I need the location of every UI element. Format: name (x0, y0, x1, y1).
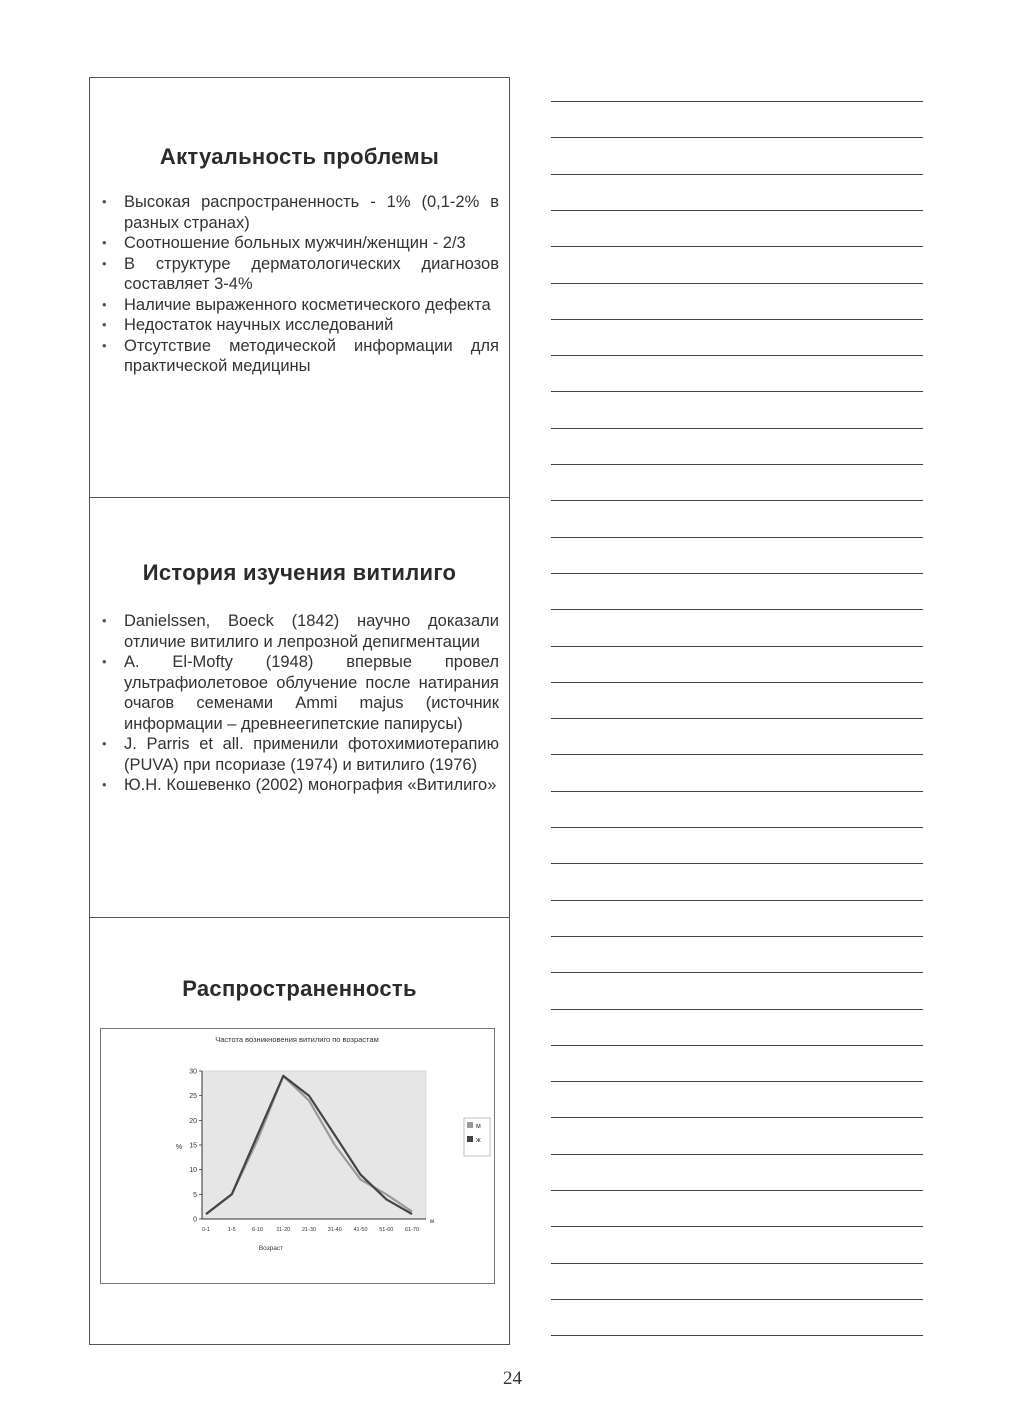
bullet-item: • Высокая распространенность - 1% (0,1-2% в разных странах) (102, 193, 499, 232)
legend-label: м (476, 1123, 481, 1130)
note-line (551, 1081, 923, 1082)
notes-area (551, 0, 925, 1428)
bullet-item: • Ю.Н. Кошевенко (2002) монография «Витилиго» (102, 776, 497, 794)
y-tick-label: 10 (189, 1167, 197, 1175)
bullet-list (102, 611, 499, 796)
bullet-icon: • (102, 654, 107, 669)
bullet-icon: • (102, 613, 107, 628)
bullet-item: • J. Parris et all. применили фотохимиотерапию (PUVA) при псориазе (1974) и витилиго (1976) (102, 735, 499, 774)
note-line (551, 609, 923, 610)
bullet-item: • Недостаток научных исследований (102, 316, 394, 334)
y-tick-label: 5 (193, 1191, 197, 1199)
note-line (551, 537, 923, 538)
note-line (551, 428, 923, 429)
note-line (551, 646, 923, 647)
note-line (551, 500, 923, 501)
x-tick-label: 41-50 (353, 1227, 368, 1233)
x-tick-label: 21-30 (301, 1227, 317, 1233)
prevalence-chart (100, 1028, 495, 1284)
y-tick-label: 30 (189, 1068, 197, 1076)
note-line (551, 1154, 923, 1155)
x-tick-label: 31-40 (327, 1227, 342, 1233)
bullet-icon: • (102, 235, 107, 250)
bullet-item: • В структуре дерматологических диагнозов составляет 3-4% (102, 254, 499, 293)
chart-title: Частота возникновения витилиго по возрастам (215, 1035, 379, 1044)
note-line (551, 573, 923, 574)
note-line (551, 682, 923, 683)
note-line (551, 1226, 923, 1227)
slide-relevance (90, 78, 509, 498)
bullet-icon: • (102, 736, 107, 751)
y-tick-label: 20 (189, 1117, 197, 1125)
legend-swatch (467, 1122, 473, 1128)
slides-column (89, 77, 510, 1345)
legend-label: ж (476, 1137, 481, 1144)
note-line (551, 791, 923, 792)
page-number: 24 (503, 1368, 522, 1389)
y-tick-label: 25 (189, 1093, 197, 1101)
note-line (551, 174, 923, 175)
bullet-icon: • (102, 296, 107, 312)
x-tick-label: 61-70 (404, 1227, 420, 1233)
bullet-item: • Соотношение больных мужчин/женщин - 2/3 (102, 234, 466, 252)
x-axis-label: Возраст (258, 1245, 284, 1252)
note-line (551, 863, 923, 864)
note-line (551, 101, 923, 102)
legend-swatch (467, 1136, 473, 1142)
bullet-icon: • (102, 777, 107, 792)
bullet-item: • Наличие выраженного косметического дефекта (102, 295, 491, 314)
note-line (551, 1263, 923, 1264)
y-tick-label: 0 (193, 1216, 197, 1224)
slide-title: История изучения витилиго (142, 560, 457, 585)
note-line (551, 900, 923, 901)
note-line (551, 391, 923, 392)
slide-title: Актуальность проблемы (159, 144, 440, 169)
note-line (551, 827, 923, 828)
x-tick-label: 1-5 (227, 1227, 236, 1233)
bullet-item: • Отсутствие методической информации для практической медицины (102, 336, 499, 375)
chart-canvas (101, 1029, 494, 1283)
note-line (551, 972, 923, 973)
note-line (551, 319, 923, 320)
note-line (551, 246, 923, 247)
y-axis-label: % (175, 1144, 183, 1151)
x-tick-label: 51-60 (379, 1227, 394, 1233)
bullet-icon: • (102, 255, 107, 271)
slide-history (90, 498, 509, 918)
note-line (551, 1190, 923, 1191)
slide-title: Распространенность (182, 976, 417, 1001)
note-line (551, 718, 923, 719)
slide-prevalence (90, 918, 509, 1344)
note-line (551, 137, 923, 138)
note-line (551, 1117, 923, 1118)
note-line (551, 1299, 923, 1300)
note-line (551, 210, 923, 211)
bullet-icon: • (102, 194, 107, 209)
note-line (551, 936, 923, 937)
y-tick-label: 15 (189, 1142, 197, 1150)
bullet-list (102, 192, 499, 377)
bullet-item: • Danielssen, Boeck (1842) научно доказали отличие витилиго и лепрозной депигментации (102, 612, 499, 651)
bullet-item: • A. El-Mofty (1948) впервые провел ультрафиолетовое облучение после натирания очагов семенами Ammi majus (источник информации – древнеегипетские папирусы) (102, 653, 499, 733)
plot-area (202, 1071, 426, 1219)
bullet-icon: • (102, 337, 107, 353)
note-line (551, 1335, 923, 1336)
note-line (551, 754, 923, 755)
note-line (551, 1045, 923, 1046)
bullet-icon: • (102, 317, 107, 332)
x-tick-label: 11-20 (276, 1227, 291, 1233)
note-line (551, 464, 923, 465)
note-line (551, 355, 923, 356)
note-line (551, 283, 923, 284)
x-tick-label: 0-1 (202, 1227, 210, 1233)
x-axis-end-label: м (430, 1219, 435, 1225)
note-line (551, 1009, 923, 1010)
x-tick-label: 6-10 (251, 1227, 264, 1233)
